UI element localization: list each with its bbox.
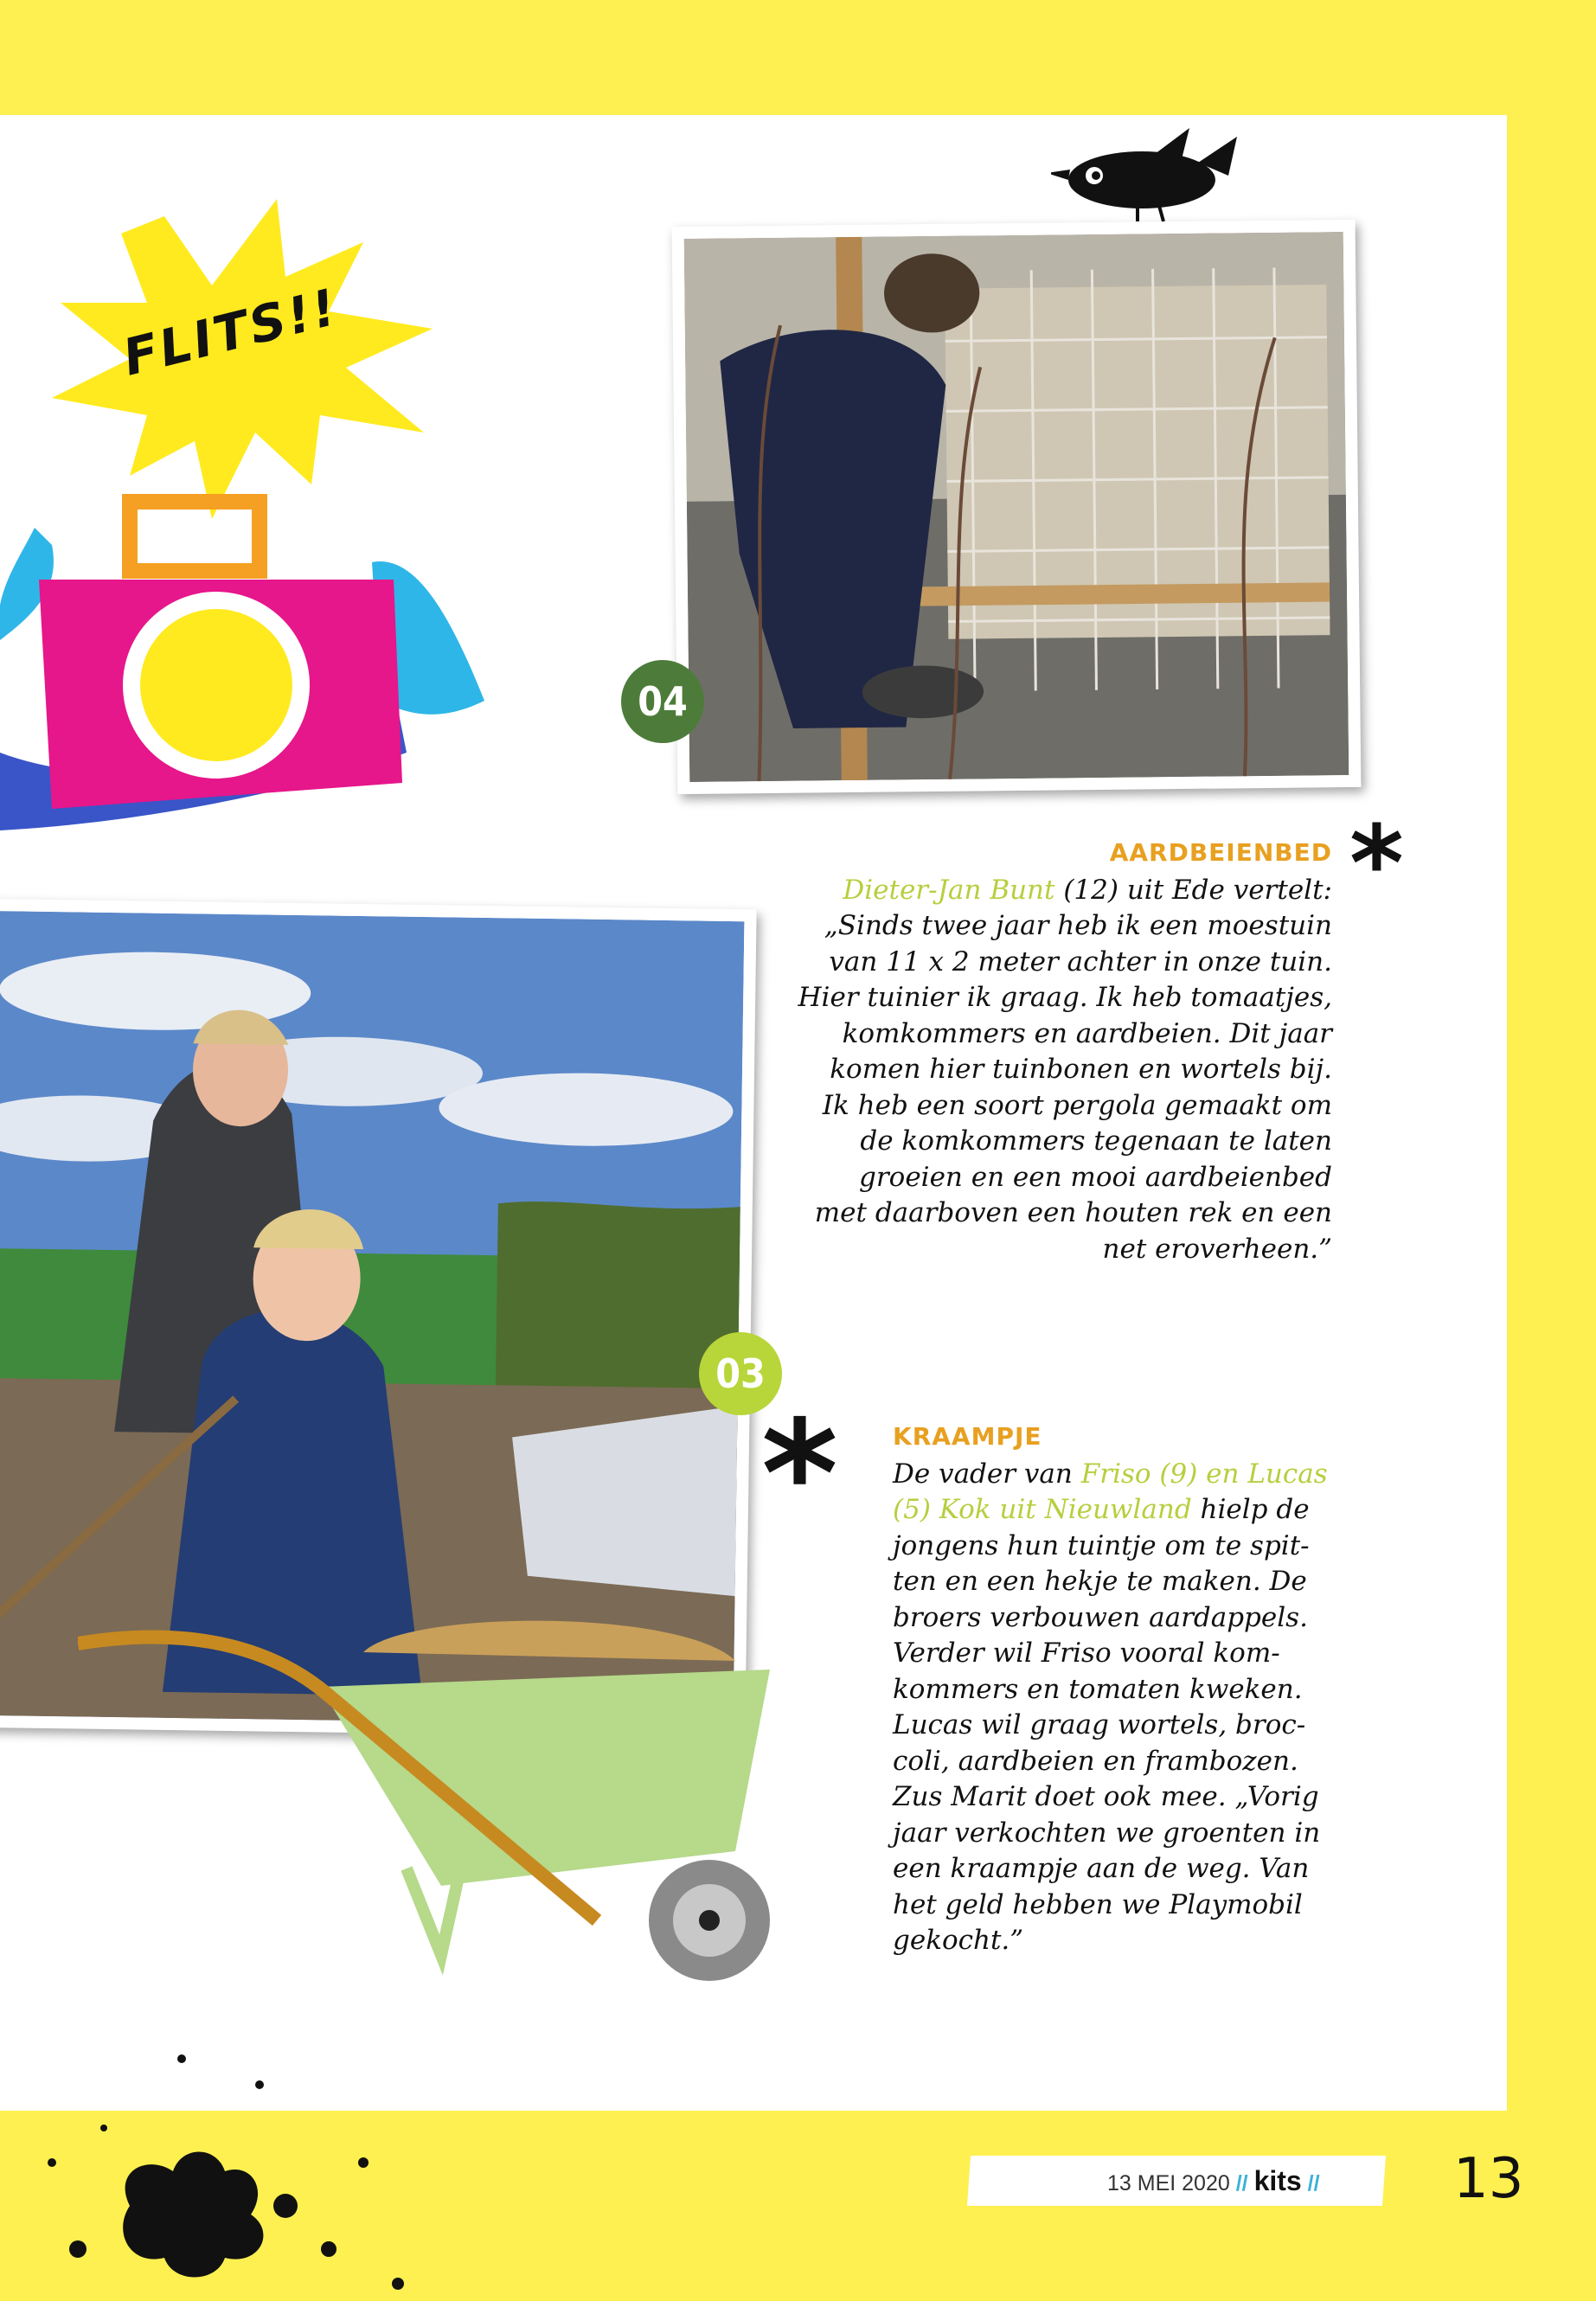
issue-date: 13 MEI 2020	[1107, 2171, 1230, 2195]
article-line: komkommers en aardbeien. Dit jaar	[842, 1017, 1332, 1049]
article-line: van 11 x 2 meter achter in onze tuin.	[829, 945, 1332, 977]
article-line: gekocht.”	[893, 1925, 1024, 1956]
flits-text: FLITS!!	[117, 277, 344, 388]
asterisk-icon: *	[761, 1389, 838, 1561]
asterisk-icon: *	[1349, 804, 1404, 925]
page-number: 13	[1453, 2147, 1524, 2211]
ink-splatter-decoration	[0, 1799, 484, 2301]
garden-cage-photo	[684, 232, 1349, 782]
article-line: ten en een hekje te maken. De	[893, 1566, 1307, 1597]
photo-aardbeienbed	[672, 220, 1362, 794]
article-line: een kraampje aan de weg. Van	[893, 1853, 1310, 1884]
photo-number-badge: 04	[621, 660, 704, 743]
photo-number-badge: 03	[699, 1332, 782, 1415]
article-line: de komkommers tegenaan te laten	[860, 1125, 1332, 1157]
flash-burst-illustration	[26, 182, 476, 545]
article-line: (5) Kok uit Nieuwland hielp de	[893, 1494, 1310, 1525]
article-heading: KRAAMPJE	[893, 1422, 1042, 1451]
person-name: Dieter-Jan Bunt	[843, 874, 1055, 906]
article-heading: AARDBEIENBED	[1109, 838, 1332, 867]
article-line: Ik heb een soort pergola gemaakt om	[822, 1089, 1332, 1121]
person-name: Friso (9) en Lucas	[1080, 1458, 1328, 1490]
article-line: het geld hebben we Playmobil	[893, 1888, 1303, 1920]
article-line: „Sinds twee jaar heb ik een moestuin	[824, 910, 1332, 941]
person-name: (5) Kok uit Nieuwland	[893, 1494, 1192, 1525]
article-aardbeienbed	[796, 835, 1332, 1267]
article-line: met daarboven een houten rek en een	[814, 1197, 1332, 1228]
article-line: broers verbouwen aardappels.	[893, 1601, 1308, 1633]
article-kraampje	[893, 1419, 1343, 1959]
article-line: komen hier tuinbonen en wortels bij.	[830, 1054, 1332, 1085]
article-line: Dieter-Jan Bunt (12) uit Ede vertelt:	[843, 874, 1332, 906]
footer-credit: 13 MEI 2020 // kits //	[1107, 2165, 1320, 2196]
article-line: jongens hun tuintje om te spit-	[893, 1529, 1310, 1561]
article-line: De vader van Friso (9) en Lucas	[893, 1458, 1328, 1490]
article-line: Verder wil Friso vooral kom-	[893, 1638, 1280, 1669]
article-line: groeien en een mooi aardbeienbed	[859, 1161, 1332, 1193]
article-line: Lucas wil graag wortels, broc-	[893, 1709, 1306, 1740]
article-line: net eroverheen.”	[1102, 1233, 1332, 1265]
article-line: Hier tuinier ik graag. Ik heb tomaatjes,	[798, 982, 1332, 1013]
camera-illustration	[0, 493, 519, 856]
article-line: kommers en tomaten kweken.	[893, 1673, 1303, 1705]
article-line: jaar verkochten we groenten in	[893, 1817, 1321, 1849]
article-line: Zus Marit doet ook mee. „Vorig	[893, 1781, 1319, 1812]
bird-illustration	[1051, 128, 1241, 223]
article-line: coli, aardbeien en frambozen.	[893, 1745, 1298, 1777]
magazine-brand: kits	[1253, 2165, 1302, 2196]
